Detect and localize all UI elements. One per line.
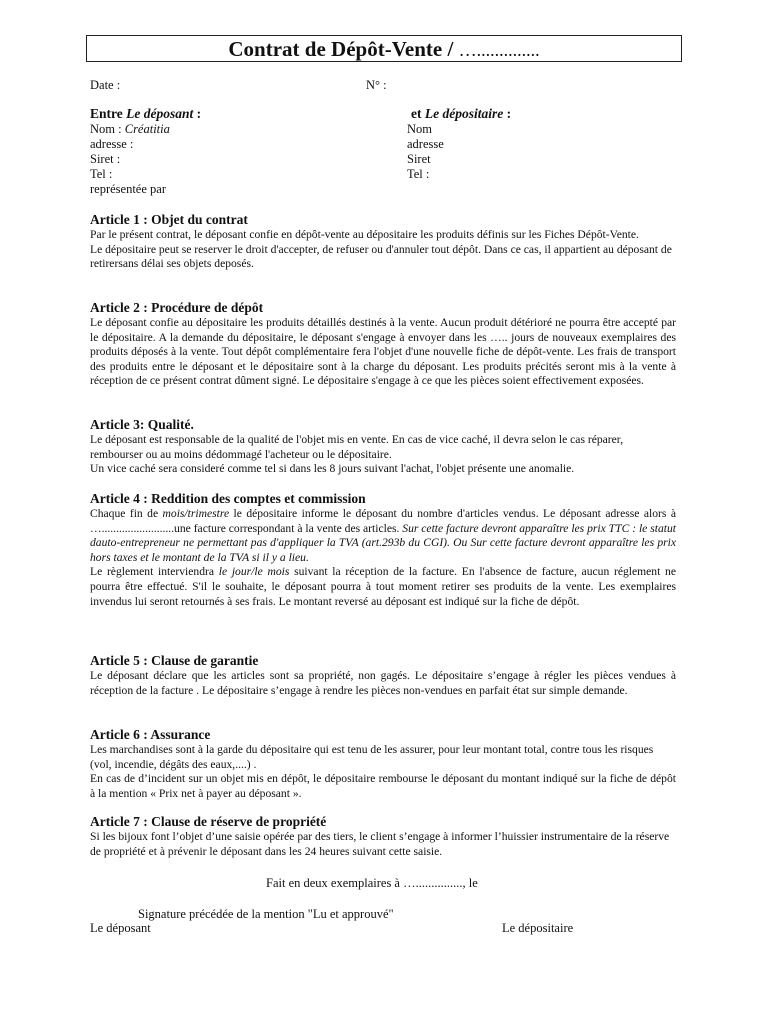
article-7-heading: Article 7 : Clause de réserve de propriété [90, 814, 327, 829]
article-5-paragraph-1: Le déposant déclare que les articles sont sa propriété, non gagés. Le dépositaire s’engage à régler les pièces vendues à réception de la facture . Le dépositaire s’engage à rendre les pièces non-vendues en parfait état sur simple demande. [90, 669, 676, 697]
article-6-heading: Article 6 : Assurance [90, 727, 211, 742]
article-6-paragraph-1: Les marchandises sont à la garde du dépositaire qui est tenu de les assurer, pour leur montant total, contre tous les risques (vol, incendie, dégâts des eaux,....) . [90, 743, 654, 771]
article-3 [90, 417, 676, 477]
article-4-paragraph-2: Le règlement interviendra le jour/le mois suivant la réception de la facture. En l'absence de facture, aucun réglement ne pourra être effectué. S'il le souhaite, le déposant pourra à tout moment retirer ses produits de la vente. Les exemplaires invendus lui seront retournés à ses frais. Le montant reversé au déposant est indiqué sur la fiche de dépôt. [90, 565, 676, 608]
article-7-paragraph-1: Si les bijoux font l’objet d’une saisie opérée par des tiers, le client s’engage à informer l’huissier instrumentaire de la réserve de propriété et à prévenir le déposant dans les 24 heures suivant cette saisie. [90, 830, 670, 858]
deposant-siret: Siret : [90, 152, 121, 166]
made-in-line: Fait en deux exemplaires à …..............., le [266, 876, 478, 890]
article-1-heading: Article 1 : Objet du contrat [90, 212, 248, 227]
article-5-heading: Article 5 : Clause de garantie [90, 653, 259, 668]
deposant-adresse: adresse : [90, 137, 134, 151]
depositaire-siret: Siret [407, 152, 431, 166]
signature-mention: Signature précédée de la mention "Lu et approuvé" [138, 907, 394, 921]
title-text: Contrat de Dépôt-Vente / [228, 37, 459, 61]
depositaire-tel: Tel : [407, 167, 430, 181]
depositaire-heading: et Le dépositaire : [411, 106, 512, 121]
article-4-paragraph-1: Chaque fin de mois/trimestre le dépositaire informe le déposant du nombre d'articles vendus. Le déposant adresse alors à ….........................une facture correspondant à la vente des articles. Sur cette facture devront apparaître les prix TTC : le statut dauto-entrepreneur ne permettant pas d'appliquer la TVA (art.293b du CGI). Ou Sur cette facture devront apparaître les prix hors taxes et le montant de la TVA si il y a lieu. [90, 507, 676, 564]
date-label: Date : [90, 78, 121, 92]
depositaire-nom: Nom [407, 122, 432, 136]
article-2 [90, 300, 676, 389]
deposant-tel: Tel : [90, 167, 113, 181]
contract-title [86, 35, 682, 62]
article-4 [90, 491, 676, 609]
deposant-nom: Nom : Créatitia [90, 122, 170, 136]
article-2-paragraph-1: Le déposant confie au dépositaire les produits détaillés destinés à la vente. Aucun produit détérioré ne pourra être accepté par le dépositaire. A la demande du dépositaire, le déposant s'engage à envoyer dans les ….. jours de nouveaux exemplaires des produits déposés à la vente. Tout dépôt complémentaire fera l'objet d'une nouvelle fiche de dépôt-vente. Les frais de transport des produits entre le déposant et le dépositaire sont à la charge du déposant. Les produits précités seront mis à la vente à réception de ce présent contrat dûment signé. Le dépositaire s'engage à ce que les pièces soient effectivement exposées. [90, 316, 676, 388]
signature-deposant: Le déposant [90, 921, 151, 935]
signature-depositaire: Le dépositaire [502, 921, 574, 935]
title-dots: ….............. [458, 40, 540, 60]
article-6-paragraph-2: En cas de d’incident sur un objet mis en dépôt, le dépositaire rembourse le déposant du montant indiqué sur la fiche de dépôt à la mention « Prix net à payer au déposant ». [90, 772, 676, 800]
article-3-paragraph-1: Le déposant est responsable de la qualité de l'objet mis en vente. En cas de vice caché, il devra selon le cas réparer, rembourser ou au moins dédommagé l'acheteur ou le dépositaire. [90, 433, 624, 461]
article-3-heading: Article 3: Qualité. [90, 417, 194, 432]
deposant-heading: Entre Le déposant : [90, 106, 202, 121]
article-1-paragraph-1: Par le présent contrat, le déposant confie en dépôt-vente au dépositaire les produits définis sur les Fiches Dépôt-Vente. [90, 228, 639, 241]
article-3-paragraph-2: Un vice caché sera consideré comme tel si dans les 8 jours suivant l'achat, l'objet présente une anomalie. [90, 462, 575, 476]
article-7 [90, 814, 676, 859]
depositaire-adresse: adresse [407, 137, 444, 151]
deposant-block [90, 105, 201, 197]
number-label: N° : [366, 78, 387, 92]
article-2-heading: Article 2 : Procédure de dépôt [90, 300, 264, 315]
depositaire-block [407, 105, 511, 182]
article-1-paragraph-2: Le dépositaire peut se reserver le droit d'accepter, de refuser ou d'annuler tout dépôt. Dans ce cas, il appartient au déposant de retirersans délai ses objets deposés. [90, 242, 672, 271]
article-1 [90, 212, 676, 272]
deposant-representee: représentée par [90, 182, 166, 196]
deposant-nom-value: Créatitia [124, 122, 170, 136]
article-4-heading: Article 4 : Reddition des comptes et commission [90, 491, 366, 506]
article-6 [90, 727, 676, 801]
article-5 [90, 653, 676, 698]
